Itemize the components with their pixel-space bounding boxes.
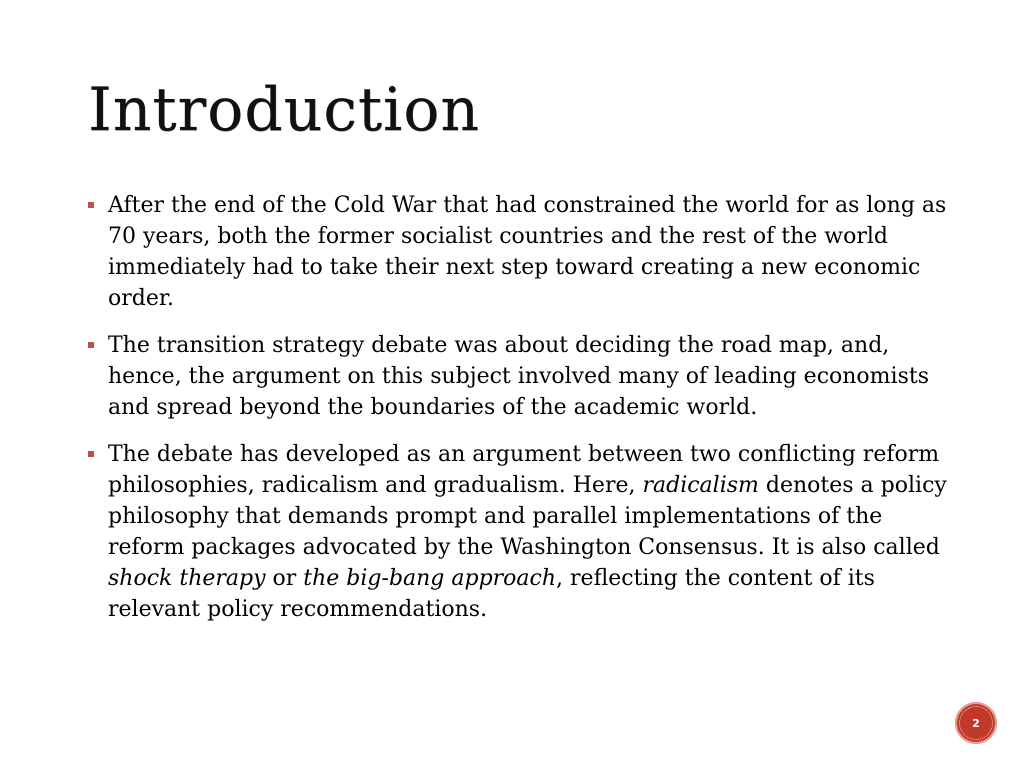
- bullet-text: [108, 442, 947, 622]
- square-bullet-icon: [88, 202, 94, 208]
- italic-term-big-bang: the big-bang approach: [303, 566, 557, 591]
- slide-title: Introduction: [88, 75, 480, 145]
- italic-term-radicalism: radicalism: [642, 473, 759, 498]
- bullet-text: [108, 193, 946, 311]
- bullet-list: [88, 190, 948, 641]
- text-segment: , reflecting the content of its relevant policy recommendations.: [108, 566, 875, 622]
- text-segment: or: [265, 566, 304, 591]
- page-number: 2: [959, 706, 993, 740]
- bullet-item: [88, 190, 948, 314]
- text-segment: The transition strategy debate was about deciding the road map, and, hence, the argument on this subject involved many of leading economists and spread beyond the boundaries of the academic world.: [108, 333, 929, 420]
- italic-term-shock-therapy: shock therapy: [108, 566, 266, 591]
- square-bullet-icon: [88, 451, 94, 457]
- bullet-text: [108, 333, 929, 420]
- text-segment: denotes a policy philosophy that demands prompt and parallel implementations of the reform packages advocated by the Washington Consensus. It is also called: [108, 473, 947, 560]
- text-segment: The debate has developed as an argument between two conflicting reform philosophies, radicalism and gradualism. Here,: [108, 442, 940, 498]
- bullet-item: [88, 330, 948, 423]
- text-segment: After the end of the Cold War that had constrained the world for as long as 70 years, both the former socialist countries and the rest of the world immediately had to take their next step toward creating a new economic order.: [108, 193, 947, 311]
- bullet-item: [88, 439, 948, 625]
- square-bullet-icon: [88, 342, 94, 348]
- page-number-badge: [955, 702, 997, 744]
